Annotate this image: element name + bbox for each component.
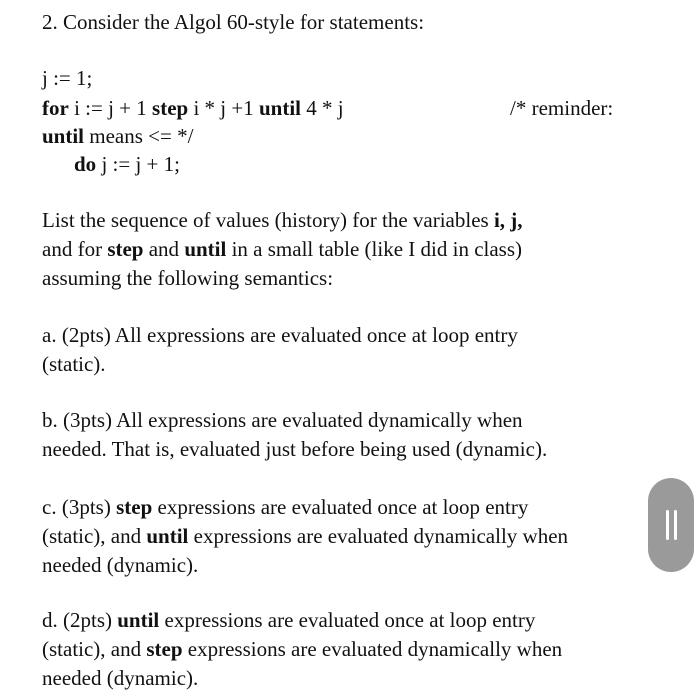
keyword-until-reminder: until	[42, 124, 85, 148]
part-d-step: step	[146, 637, 183, 661]
question-header: 2. Consider the Algol 60-style for statements:	[42, 10, 425, 34]
instruction-text: in a small table (like I did in class)	[226, 237, 523, 261]
part-c-line-2	[42, 522, 568, 550]
for-init: i := j + 1	[68, 96, 153, 120]
reminder-continuation	[42, 122, 193, 150]
reminder-comment: /* reminder:	[510, 96, 614, 120]
part-c-text: (static), and	[42, 524, 147, 548]
code-line-do	[74, 150, 180, 178]
instruction-line-2	[42, 235, 522, 263]
part-c-label: c. (3pts)	[42, 495, 117, 519]
scroll-handle[interactable]	[648, 478, 694, 572]
part-c-text: expressions are evaluated dynamically when	[188, 524, 569, 548]
reminder-text: means <= */	[84, 124, 194, 148]
part-d-text: (static), and	[42, 637, 147, 661]
part-b-line-2: needed. That is, evaluated just before being used (dynamic).	[42, 437, 548, 461]
part-b-line-1: b. (3pts) All expressions are evaluated dynamically when	[42, 408, 523, 432]
instruction-line-1	[42, 206, 523, 234]
instruction-line-3: assuming the following semantics:	[42, 266, 334, 290]
keyword-do: do	[74, 152, 97, 176]
do-body: j := j + 1;	[96, 152, 180, 176]
part-d-text: expressions are evaluated dynamically when	[182, 637, 563, 661]
part-a-line-1: a. (2pts) All expressions are evaluated once at loop entry	[42, 323, 518, 347]
part-c-line-3: needed (dynamic).	[42, 553, 199, 577]
part-d-until: until	[117, 608, 160, 632]
instruction-step: step	[107, 237, 144, 261]
instruction-vars: i, j,	[493, 208, 523, 232]
keyword-for: for	[42, 96, 69, 120]
until-expression: 4 * j	[301, 96, 344, 120]
part-c-text: expressions are evaluated once at loop entry	[152, 495, 529, 519]
drag-handle-icon	[666, 510, 677, 540]
part-c-line-1	[42, 493, 528, 521]
part-d-label: d. (2pts)	[42, 608, 118, 632]
keyword-until: until	[258, 96, 301, 120]
part-a-line-2: (static).	[42, 352, 106, 376]
part-c-until: until	[146, 524, 189, 548]
part-d-text: expressions are evaluated once at loop entry	[159, 608, 536, 632]
keyword-step: step	[152, 96, 189, 120]
instruction-until: until	[184, 237, 227, 261]
instruction-text: and for	[42, 237, 108, 261]
instruction-text: List the sequence of values (history) for the variables	[42, 208, 494, 232]
instruction-text: and	[143, 237, 185, 261]
part-d-line-1	[42, 606, 535, 634]
code-line-for	[42, 94, 344, 122]
code-line-1: j := 1;	[42, 66, 93, 90]
step-expression: i * j +1	[188, 96, 259, 120]
part-c-step: step	[116, 495, 153, 519]
part-d-line-3: needed (dynamic).	[42, 666, 199, 690]
part-d-line-2	[42, 635, 562, 663]
